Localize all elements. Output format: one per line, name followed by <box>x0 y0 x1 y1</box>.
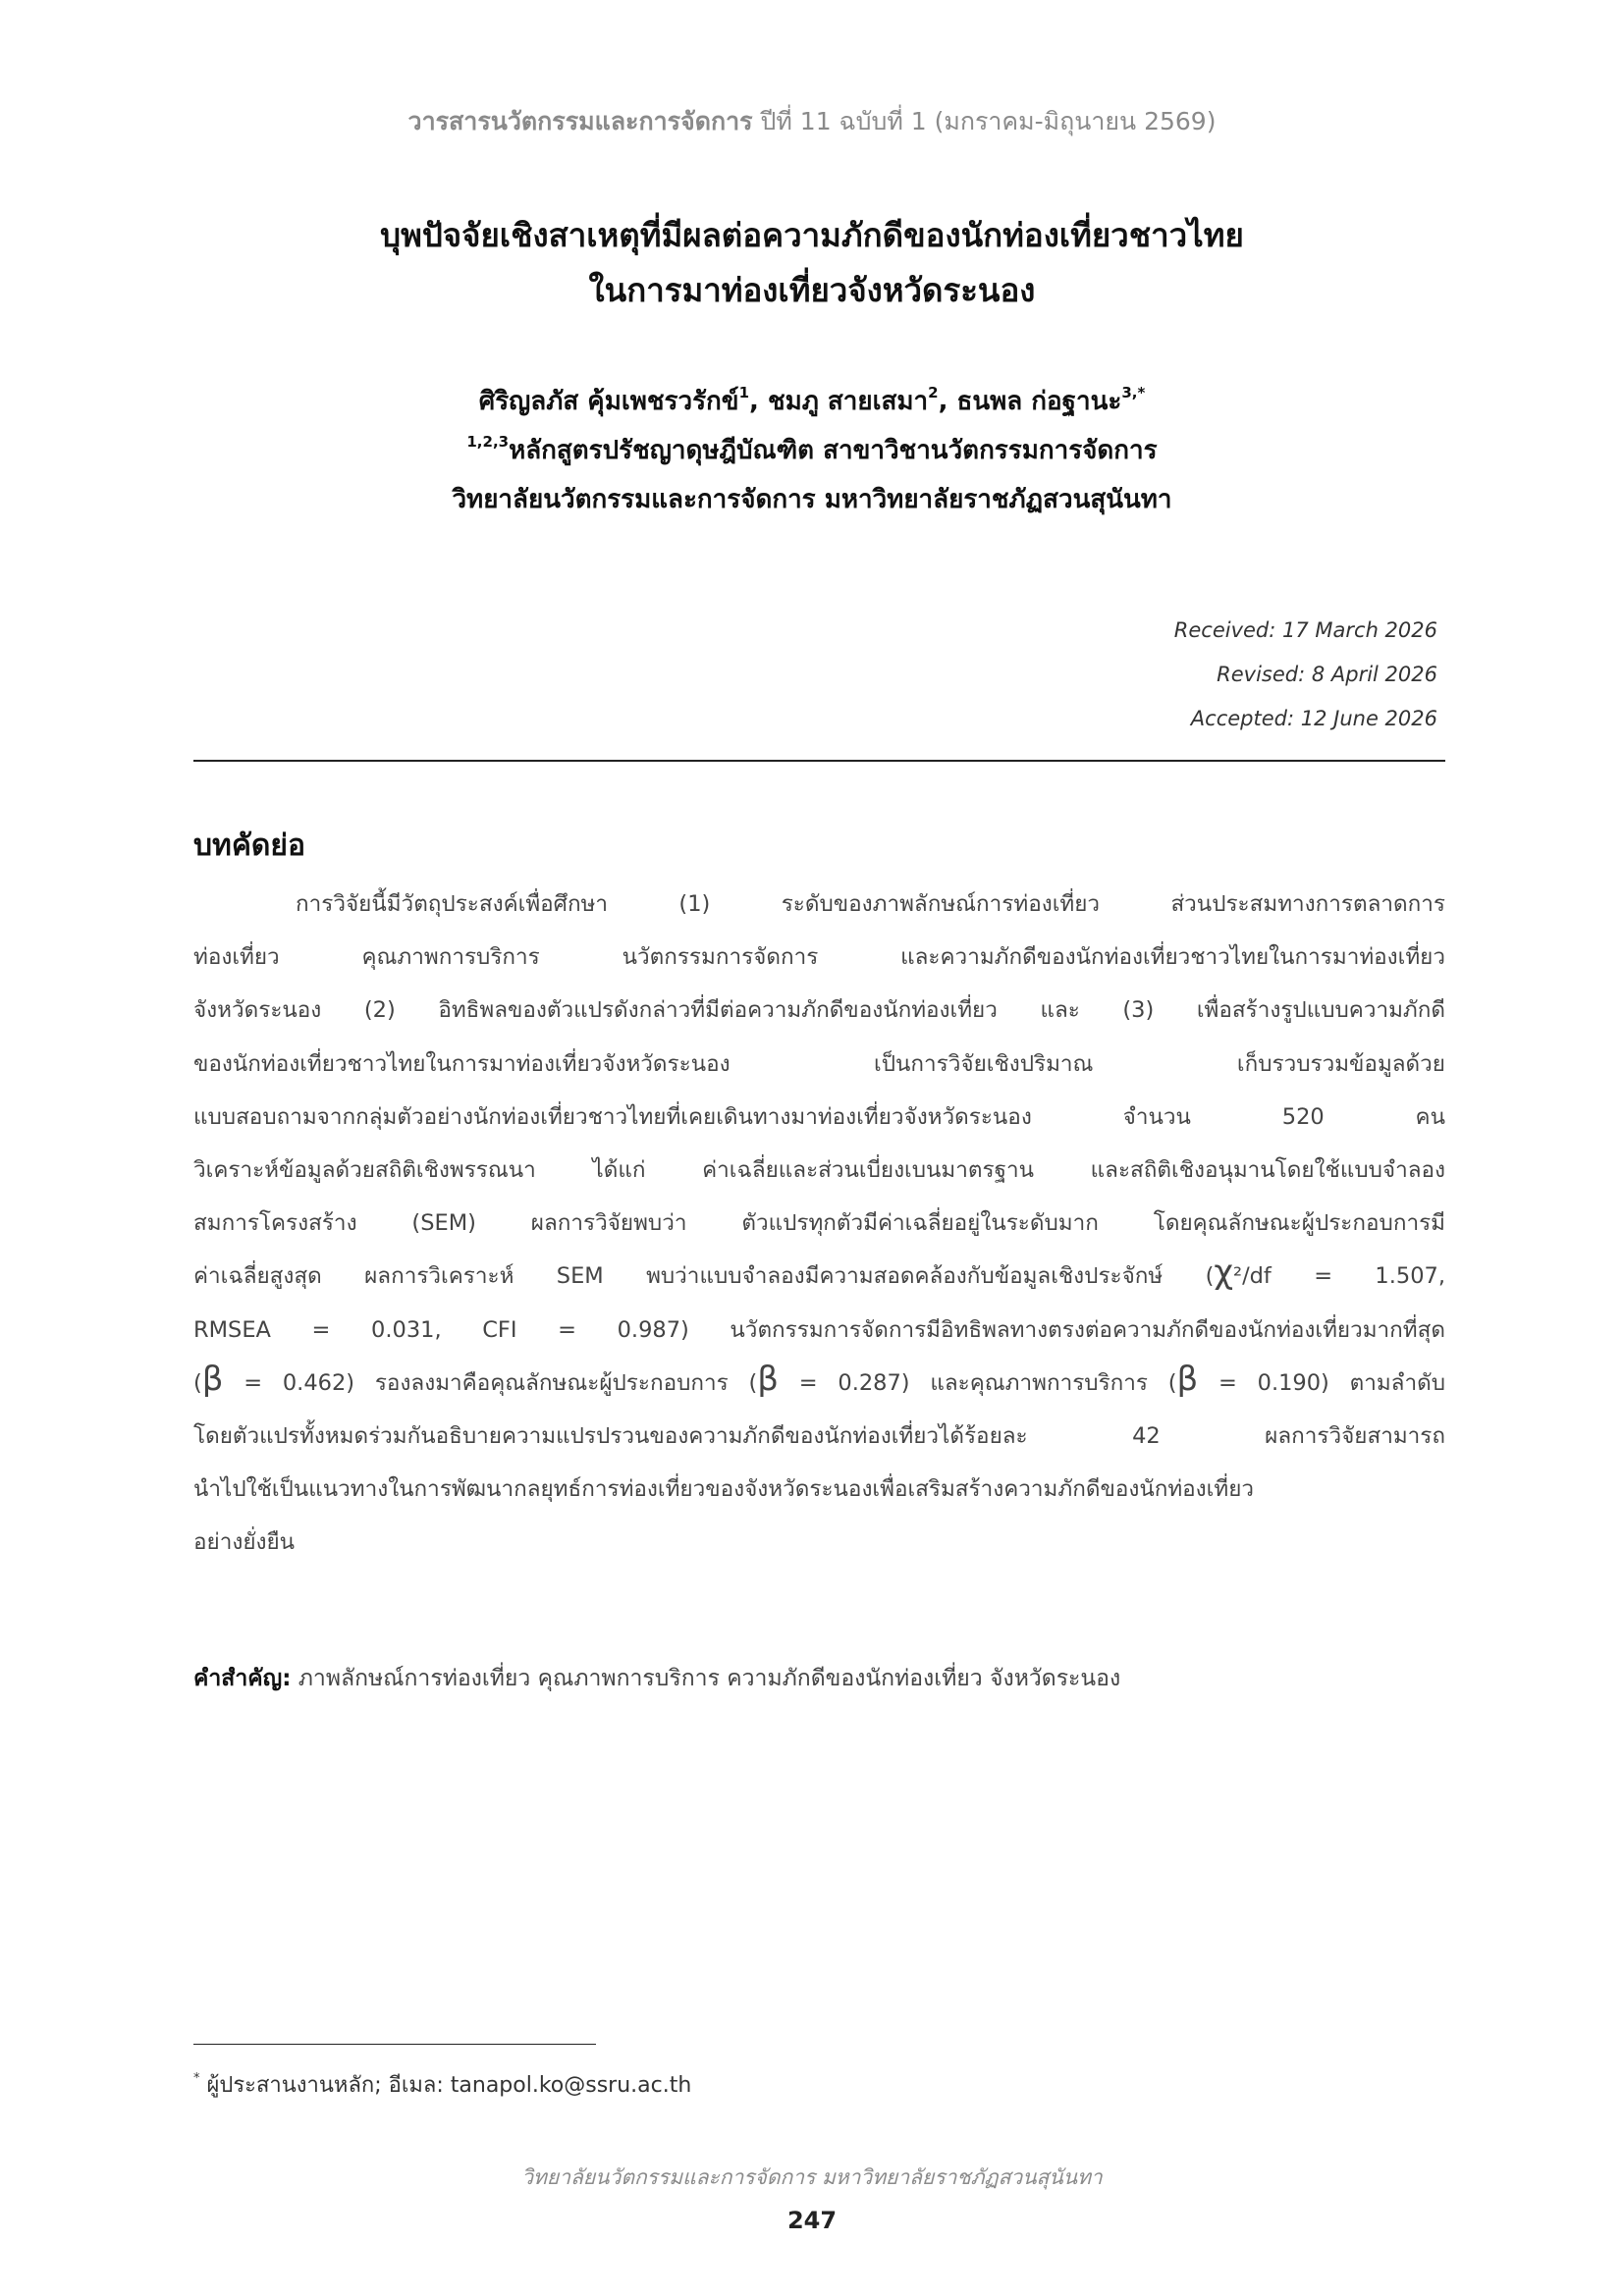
abstract-line: วิเคราะห์ข้อมูลด้วยสถิติเชิงพรรณนา ได้แก่ ค่าเฉลี่ยและส่วนเบี่ยงเบนมาตรฐาน และสถิติเชิงอนุมานโดยใช้แบบจำลอง <box>193 1157 1445 1184</box>
author-name: ศิริญลภัส คุ้มเพชรวรักข์ <box>478 387 739 416</box>
footnote-marker: * <box>193 2071 200 2086</box>
beta-symbol: β <box>757 1359 779 1399</box>
keywords-text: ภาพลักษณ์การท่องเที่ยว คุณภาพการบริการ ความภักดีของนักท่องเที่ยว จังหวัดระนอง <box>291 1666 1121 1691</box>
abstract-line: (β = 0.462) รองลงมาคือคุณลักษณะผู้ประกอบการ (β = 0.287) และคุณภาพการบริการ (β = 0.190) ตามลำดับ <box>193 1359 1445 1399</box>
footnote-divider <box>193 2044 596 2045</box>
affiliation-line-1 <box>0 426 1624 475</box>
abstract-line: นำไปใช้เป็นแนวทางในการพัฒนากลยุทธ์การท่องเที่ยวของจังหวัดระนองเพื่อเสริมสร้างความภักดีของนักท่องเที่ยว <box>193 1476 1255 1503</box>
abstract-line: ท่องเที่ยว คุณภาพการบริการ นวัตกรรมการจัดการ และความภักดีของนักท่องเที่ยวชาวไทยในการมาท่องเที่ยว <box>193 944 1445 971</box>
abstract-body <box>193 878 1445 1570</box>
author-block <box>0 377 1624 524</box>
keywords <box>193 1661 1120 1696</box>
abstract-line: RMSEA = 0.031, CFI = 0.987) นวัตกรรมการจัดการมีอิทธิพลทางตรงต่อความภักดีของนักท่องเที่ยวมากที่สุด <box>193 1316 1445 1343</box>
keywords-label: คำสำคัญ: <box>193 1666 292 1691</box>
abstract-line: ค่าเฉลี่ยสูงสุด ผลการวิเคราะห์ SEM พบว่าแบบจำลองมีความสอดคล้องกับข้อมูลเชิงประจักษ์ (χ²/df = 1.507, <box>193 1253 1445 1293</box>
footnote-text: ผู้ประสานงานหลัก; อีเมล: tanapol.ko@ssru.ac.th <box>199 2073 692 2098</box>
corresponding-author-footnote <box>193 2067 691 2102</box>
author-affil-mark: 1 <box>738 384 749 401</box>
affiliation-mark: 1,2,3 <box>466 433 510 451</box>
author-affil-mark: 2 <box>928 384 939 401</box>
header-divider <box>193 760 1445 762</box>
affiliation-text: หลักสูตรปรัชญาดุษฎีบัณฑิต สาขาวิชานวัตกรรมการจัดการ <box>509 436 1158 465</box>
author-separator: , <box>938 387 957 416</box>
author-affil-mark: 3,* <box>1121 384 1146 401</box>
journal-issue: ปีที่ 11 ฉบับที่ 1 (มกราคม-มิถุนายน 2569) <box>752 107 1217 135</box>
journal-header <box>0 102 1624 141</box>
author-list <box>0 377 1624 426</box>
received-date: Received: 17 March 2026 <box>1173 618 1437 642</box>
footer-institution: วิทยาลัยนวัตกรรมและการจัดการ มหาวิทยาลัยราชภัฏสวนสุนันทา <box>521 2165 1103 2189</box>
paper-title <box>0 208 1624 318</box>
abstract-heading: บทคัดย่อ <box>193 828 305 863</box>
title-line: ในการมาท่องเที่ยวจังหวัดระนอง <box>588 271 1036 309</box>
abstract-line: โดยตัวแปรทั้งหมดร่วมกันอธิบายความแปรปรวนของความภักดีของนักท่องเที่ยวได้ร้อยละ 42 ผลการวิจัยสามารถ <box>193 1423 1445 1450</box>
page-number: 247 <box>786 2207 838 2234</box>
affiliation-line-2: วิทยาลัยนวัตกรรมและการจัดการ มหาวิทยาลัยราชภัฏสวนสุนันทา <box>452 485 1172 514</box>
abstract-line: การวิจัยนี้มีวัตถุประสงค์เพื่อศึกษา (1) ระดับของภาพลักษณ์การท่องเที่ยว ส่วนประสมทางการตลาดการ <box>296 891 1445 917</box>
author-name: ธนพล ก่อฐานะ <box>956 387 1122 416</box>
accepted-date: Accepted: 12 June 2026 <box>1190 707 1437 730</box>
beta-symbol: β <box>1176 1359 1199 1399</box>
abstract-line: จังหวัดระนอง (2) อิทธิพลของตัวแปรดังกล่าวที่มีต่อความภักดีของนักท่องเที่ยว และ (3) เพื่อสร้างรูปแบบความภักดี <box>193 997 1445 1024</box>
author-separator: , <box>749 387 768 416</box>
abstract-line: ของนักท่องเที่ยวชาวไทยในการมาท่องเที่ยวจังหวัดระนอง เป็นการวิจัยเชิงปริมาณ เก็บรวบรวมข้อมูลด้วย <box>193 1050 1445 1077</box>
beta-symbol: β <box>201 1359 224 1399</box>
submission-dates <box>1174 609 1437 741</box>
chi-symbol: χ <box>1214 1253 1234 1293</box>
title-line: บุพปัจจัยเชิงสาเหตุที่มีผลต่อความภักดีของนักท่องเที่ยวชาวไทย <box>380 216 1244 254</box>
abstract-line: อย่างยั่งยืน <box>193 1529 296 1556</box>
abstract-line: แบบสอบถามจากกลุ่มตัวอย่างนักท่องเที่ยวชาวไทยที่เคยเดินทางมาท่องเที่ยวจังหวัดระนอง จำนวน 520 คน <box>193 1103 1445 1130</box>
journal-name: วารสารนวัตกรรมและการจัดการ <box>407 107 753 135</box>
author-name: ชมภู สายเสมา <box>767 387 929 416</box>
revised-date: Revised: 8 April 2026 <box>1217 663 1437 686</box>
abstract-line: สมการโครงสร้าง (SEM) ผลการวิจัยพบว่า ตัวแปรทุกตัวมีค่าเฉลี่ยอยู่ในระดับมาก โดยคุณลักษณะผู้ประกอบการมี <box>193 1210 1445 1237</box>
